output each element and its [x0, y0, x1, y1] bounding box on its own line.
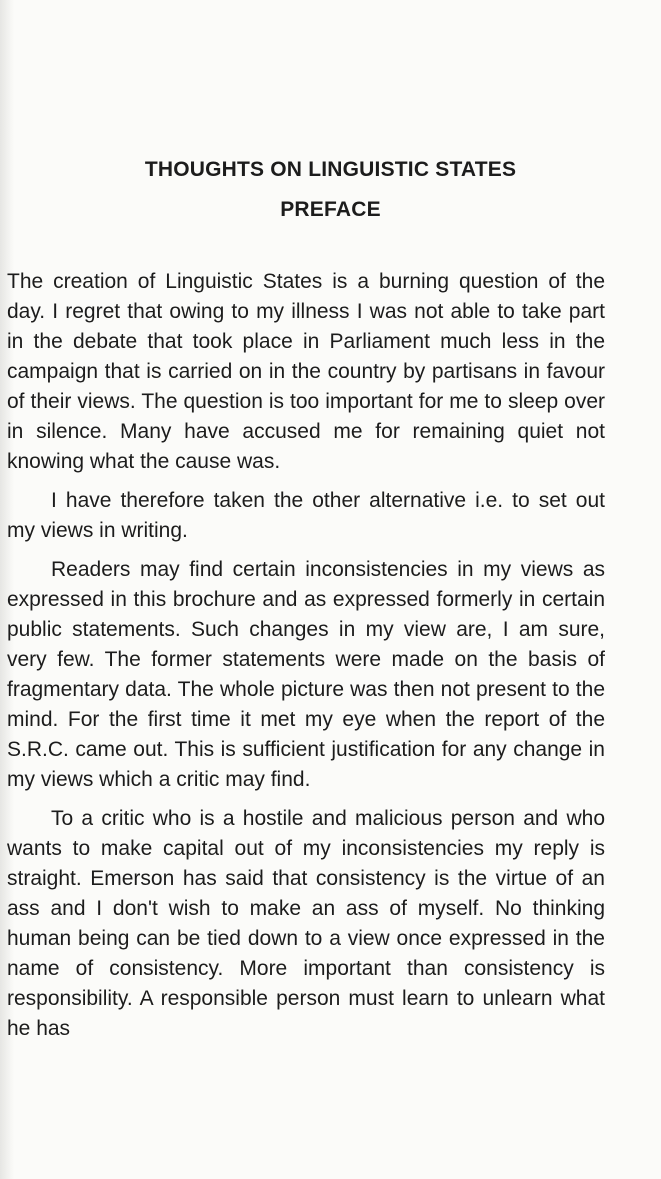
preface-body — [7, 267, 605, 1044]
paragraph-4: To a critic who is a hostile and malicious person and who wants to make capital out of my inconsistencies my reply is straight. Emerson has said that consistency is the virtue of an ass and I don't wish to make an ass of myself. No thinking human being can be tied down to a view once expressed in the name of consistency. More important than consistency is responsibility. A responsible person must learn to unlearn what he has — [7, 807, 605, 1040]
paragraph-2: I have therefore taken the other alternative i.e. to set out my views in writing. — [7, 489, 605, 542]
paragraph-1: The creation of Linguistic States is a burning question of the day. I regret that owing to my illness I was not able to take part in the debate that took place in Parliament much less in the campaign that is carried on in the country by partisans in favour of their views. The question is too important for me to sleep over in silence. Many have accused me for remaining quiet not knowing what the cause was. — [7, 270, 605, 473]
document-title: THOUGHTS ON LINGUISTIC STATES — [144, 158, 517, 181]
section-heading-preface: PREFACE — [280, 198, 381, 221]
paragraph-3: Readers may find certain inconsistencies in my views as expressed in this brochure and as expressed formerly in certain public statements. Such changes in my view are, I am sure, very few. The former statements were made on the basis of fragmentary data. The whole picture was then not present to the mind. For the first time it met my eye when the report of the S.R.C. came out. This is sufficient justification for any change in my views which a critic may find. — [7, 558, 605, 791]
